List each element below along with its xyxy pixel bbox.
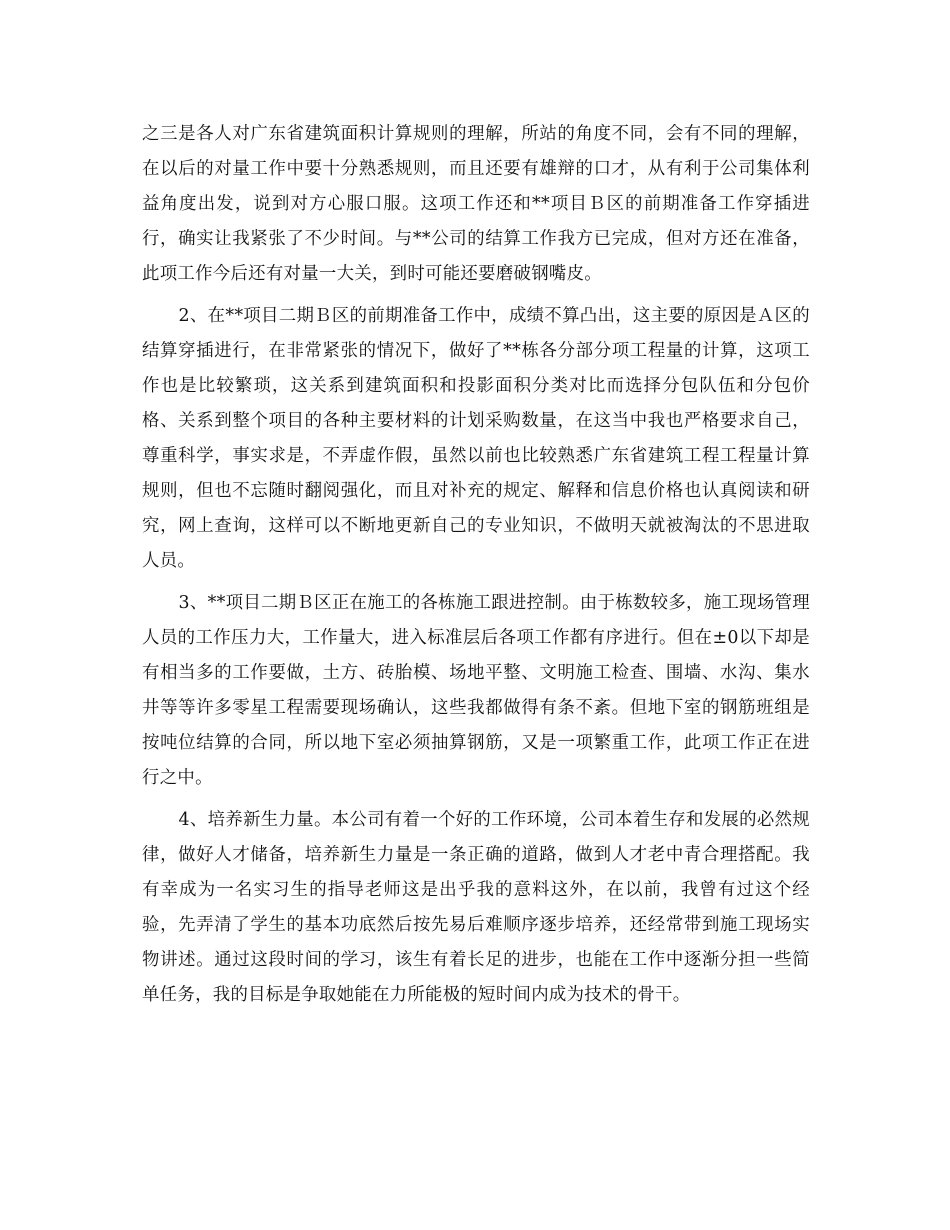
paragraph-item-4: 4、培养新生力量。本公司有着一个好的工作环境，公司本着生存和发展的必然规律，做好人才储备，培养新生力量是一条正确的道路，做到人才老中青合理搭配。我有幸成为一名实习生的指导老师这是出乎我的意料这外，在以前，我曾有过这个经验，先弄清了学生的基本功底然后按先易后难顺序逐步培养，还经常带到施工现场实物讲述。通过这段时间的学习，该生有着长足的进步，也能在工作中逐渐分担一些简单任务，我的目标是争取她能在力所能极的短时间内成为技术的骨干。 [142, 810, 810, 1005]
paragraph-item-3: 3、**项目二期Ｂ区正在施工的各栋施工跟进控制。由于栋数较多，施工现场管理人员的工作压力大，工作量大，进入标准层后各项工作都有序进行。但在±0以下却是有相当多的工作要做，土方、砖胎模、场地平整、文明施工检查、围墙、水沟、集水井等等许多零星工程需要现场确认，这些我都做得有条不紊。但地下室的钢筋班组是按吨位结算的合同，所以地下室必须抽算钢筋，又是一项繁重工作，此项工作正在进行之中。 [142, 593, 810, 788]
paragraph-continuation: 之三是各人对广东省建筑面积计算规则的理解，所站的角度不同，会有不同的理解，在以后的对量工作中要十分熟悉规则，而且还要有雄辩的口才，从有利于公司集体利益角度出发，说到对方心服口服。这项工作还和**项目Ｂ区的前期准备工作穿插进行，确实让我紧张了不少时间。与**公司的结算工作我方已完成，但对方还在准备，此项工作今后还有对量一大关，到时可能还要磨破钢嘴皮。 [142, 124, 810, 284]
paragraph-item-2: 2、在**项目二期Ｂ区的前期准备工作中，成绩不算凸出，这主要的原因是Ａ区的结算穿插进行，在非常紧张的情况下，做好了**栋各分部分项工程量的计算，这项工作也是比较繁琐，这关系到建筑面积和投影面积分类对比而选择分包队伍和分包价格、关系到整个项目的各种主要材料的计划采购数量，在这当中我也严格要求自己，尊重科学，事实求是，不弄虚作假，虽然以前也比较熟悉广东省建筑工程工程量计算规则，但也不忘随时翻阅强化，而且对补充的规定、解释和信息价格也认真阅读和研究，网上查询，这样可以不断地更新自己的专业知识，不做明天就被淘汰的不思进取人员。 [142, 306, 810, 571]
document-body [142, 117, 810, 1020]
